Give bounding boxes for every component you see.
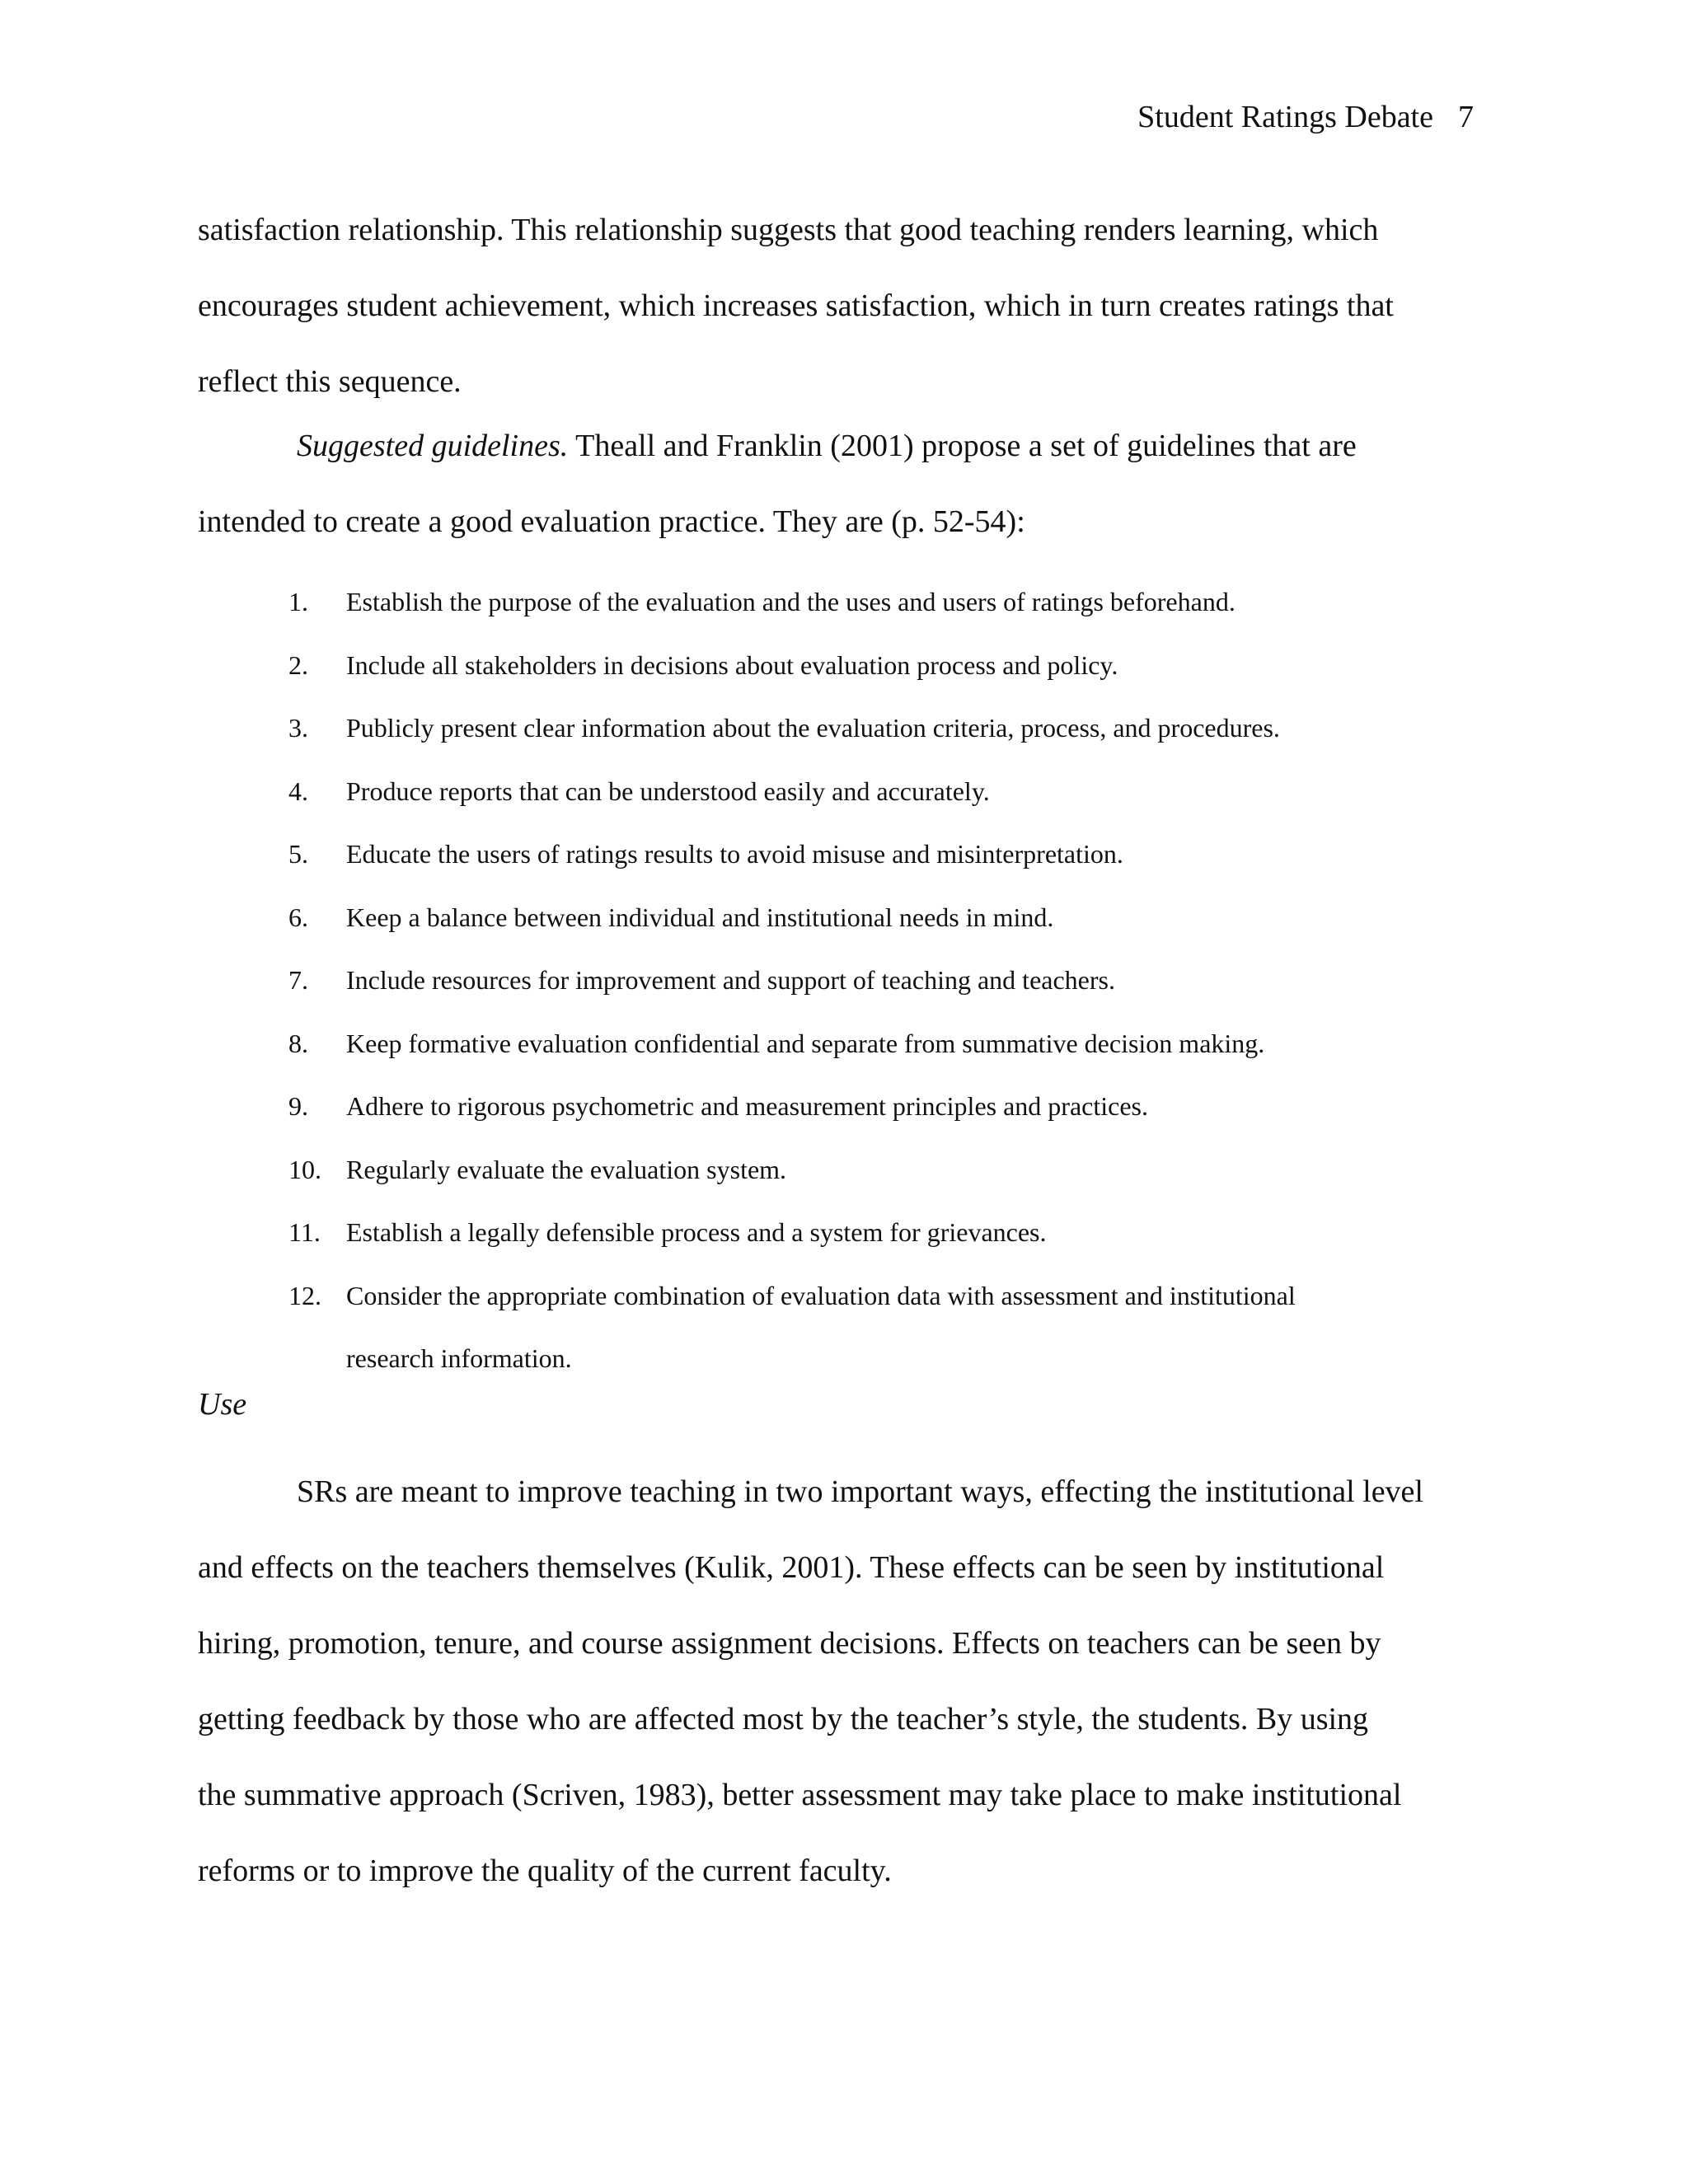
list-item-text: Keep formative evaluation confidential and separate from summative decision making. <box>346 1028 1265 1058</box>
paragraph-line: encourages student achievement, which increases satisfaction, which in turn creates ratings that <box>198 288 1394 323</box>
list-number: 2. <box>288 649 308 680</box>
paragraph-line <box>198 408 1484 484</box>
list-item <box>288 886 1385 949</box>
list-item <box>288 823 1385 886</box>
list-item-text: Regularly evaluate the evaluation system. <box>346 1154 787 1184</box>
paragraph-line: reforms or to improve the quality of the current faculty. <box>198 1854 892 1888</box>
page-number: 7 <box>1458 100 1474 134</box>
paragraph-text: Theall and Franklin (2001) propose a set of guidelines that are <box>575 429 1357 463</box>
paragraph-line: SRs are meant to improve teaching in two important ways, effecting the institutional level <box>297 1474 1423 1509</box>
list-number: 10. <box>288 1154 321 1184</box>
list-item-text: Produce reports that can be understood easily and accurately. <box>346 776 990 806</box>
list-number: 3. <box>288 713 308 743</box>
paragraph-line: getting feedback by those who are affected most by the teacher’s style, the students. By using <box>198 1702 1369 1736</box>
continued-paragraph <box>198 192 1484 419</box>
list-item <box>288 949 1385 1012</box>
running-title: Student Ratings Debate <box>1137 100 1433 134</box>
list-item-text-continued: research information. <box>346 1343 572 1373</box>
paragraph-line: hiring, promotion, tenure, and course assignment decisions. Effects on teachers can be seen by <box>198 1626 1381 1661</box>
list-item <box>288 1075 1385 1138</box>
section-heading-use: Use <box>198 1387 247 1422</box>
list-item <box>288 760 1385 823</box>
list-item-text: Educate the users of ratings results to avoid misuse and misinterpretation. <box>346 839 1123 869</box>
running-head <box>1137 97 1474 137</box>
list-item-text: Publicly present clear information about the evaluation criteria, process, and procedures. <box>346 713 1280 743</box>
list-item <box>288 634 1385 697</box>
list-item-text: Consider the appropriate combination of evaluation data with assessment and institutional <box>346 1280 1296 1310</box>
list-number: 7. <box>288 965 308 995</box>
guidelines-intro-paragraph <box>198 408 1484 560</box>
paragraph-line: satisfaction relationship. This relationship suggests that good teaching renders learning, which <box>198 213 1379 247</box>
list-number: 6. <box>288 902 308 932</box>
paragraph-line: reflect this sequence. <box>198 364 462 399</box>
list-item <box>288 1012 1385 1076</box>
list-item-text: Establish a legally defensible process and a system for grievances. <box>346 1217 1047 1247</box>
list-number: 1. <box>288 587 308 616</box>
list-item-text: Include all stakeholders in decisions about evaluation process and policy. <box>346 649 1118 680</box>
list-number: 8. <box>288 1028 308 1058</box>
list-item <box>288 1264 1385 1390</box>
list-item <box>288 570 1385 634</box>
list-item <box>288 1201 1385 1264</box>
list-number: 11. <box>288 1217 321 1247</box>
paragraph-line: and effects on the teachers themselves (Kulik, 2001). These effects can be seen by institutional <box>198 1550 1385 1585</box>
list-item-text: Include resources for improvement and support of teaching and teachers. <box>346 965 1115 995</box>
list-item-text: Adhere to rigorous psychometric and measurement principles and practices. <box>346 1091 1148 1121</box>
paragraph-line: the summative approach (Scriven, 1983), better assessment may take place to make institutional <box>198 1778 1402 1812</box>
list-item-text: Establish the purpose of the evaluation and the uses and users of ratings beforehand. <box>346 587 1236 616</box>
list-item-text: Keep a balance between individual and institutional needs in mind. <box>346 902 1054 932</box>
use-paragraph <box>198 1454 1484 1909</box>
run-in-heading: Suggested guidelines. <box>297 429 569 463</box>
list-number: 4. <box>288 776 308 806</box>
list-number: 12. <box>288 1280 321 1310</box>
list-number: 5. <box>288 839 308 869</box>
paragraph-line: intended to create a good evaluation practice. They are (p. 52-54): <box>198 504 1025 539</box>
list-item <box>288 696 1385 760</box>
list-number: 9. <box>288 1091 308 1121</box>
list-item <box>288 1138 1385 1202</box>
guidelines-list <box>288 570 1385 1390</box>
